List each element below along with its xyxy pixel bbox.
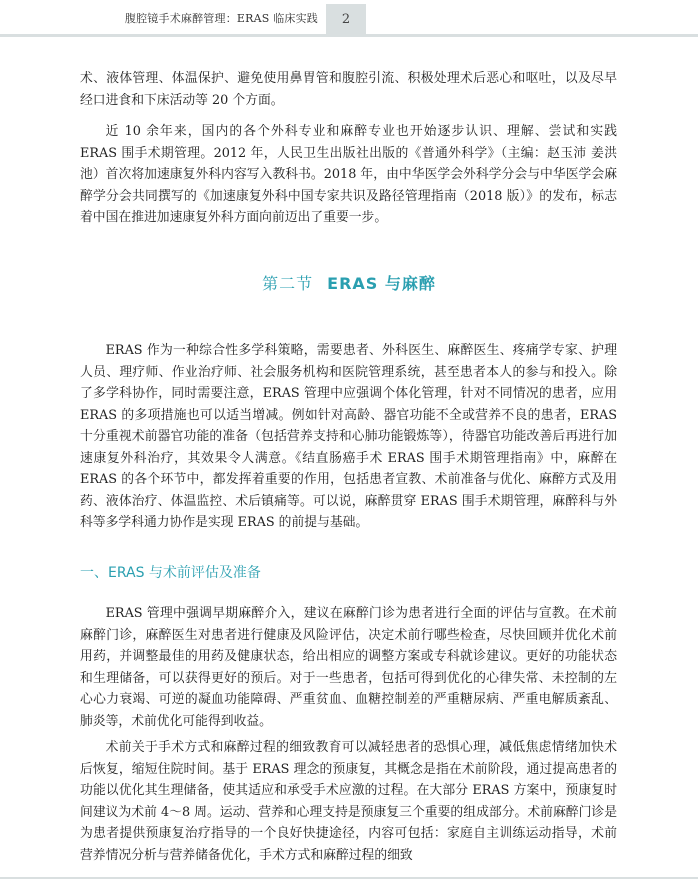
paragraph-4: ERAS 管理中强调早期麻醉介入，建议在麻醉门诊为患者进行全面的评估与宣教。在术前麻醉门诊，麻醉医生对患者进行健康及风险评估，决定术前行哪些检查，尽快回顾并优化术前用药，并调整最佳的用药及健康状态，给出相应的调整方案或专科就诊建议。更好的功能状态和生理储备，可以获得更好的预后。对于一些患者，包括可得到优化的心律失常、未控制的左心心力衰竭、可逆的凝血功能障碍、严重贫血、血糖控制差的严重糖尿病、严重电解质紊乱、肺炎等，术前优化可能得到收益。 (80, 606, 617, 729)
paragraph-1: 术、液体管理、体温保护、避免使用鼻胃管和腹腔引流、积极处理术后恶心和呕吐，以及尽早经口进食和下床活动等 20 个方面。 (80, 71, 617, 108)
section-heading (0, 271, 698, 294)
header-rule-right (366, 34, 698, 37)
page-number: 2 (341, 12, 351, 27)
paragraph-5: 术前关于手术方式和麻醉过程的细致教育可以减轻患者的恐惧心理，减低焦虑情绪加快术后恢复，缩短住院时间。基于 ERAS 理念的预康复，其概念是指在术前阶段，通过提高患者的功能以优化其生理储备，使其适应和承受手术应激的过程。在大部分 ERAS 方案中，预康复时间建议为术前 4～8 周。运动、营养和心理支持是预康复三个重要的组成部分。术前麻醉门诊是为患者提供预康复治疗指导的一个良好快捷途径，内容可包括：家庭自主训练运动指导，术前营养情况分析与营养储备优化，手术方式和麻醉过程的细致 (80, 740, 617, 863)
section-number: 第二节 (262, 274, 314, 293)
paragraph-3: ERAS 作为一种综合性多学科策略，需要患者、外科医生、麻醉医生、疼痛学专家、护理人员、理疗师、作业治疗师、社会服务机构和医院管理系统，甚至患者本人的参与和投入。除了多学科协作，同时需要注意，ERAS 管理中应强调个体化管理，针对不同情况的患者，应用 ERAS 的多项措施也可以适当增减。例如针对高龄、器官功能不全或营养不良的患者，ERAS 十分重视术前器官功能的准备（包括营养支持和心肺功能锻炼等），待器官功能改善后再进行加速康复外科治疗，其效果令人满意。《结直肠癌手术 ERAS 围手术期管理指南》中，麻醉在 ERAS 的各个环节中，都发挥着重要的作用，包括患者宣教、术前准备与优化、麻醉方式及用药、液体治疗、体温监控、术后镇痛等。可以说，麻醉贯穿 ERAS 围手术期管理，麻醉科与外科等多学科通力协作是实现 ERAS 的前提与基础。 (80, 343, 617, 530)
header-rule-left (0, 34, 326, 37)
section-name: ERAS 与麻醉 (327, 274, 436, 293)
subsection-heading: 一、ERAS 与术前评估及准备 (80, 565, 261, 581)
page-header (0, 0, 698, 38)
bottom-rule (0, 877, 698, 879)
running-head: 腹腔镜手术麻醉管理：ERAS 临床实践 (124, 12, 318, 25)
page-number-box (326, 4, 366, 37)
paragraph-2: 近 10 余年来，国内的各个外科专业和麻醉专业也开始逐步认识、理解、尝试和实践 ERAS 围手术期管理。2012 年，人民卫生出版社出版的《普通外科学》（主编：赵玉沛 姜洪池）首次将加速康复外科内容写入教科书。2018 年，由中华医学会外科学分会与中华医学会麻醉学分会共同撰写的《加速康复外科中国专家共识及路径管理指南（2018 版）》的发布，标志着中国在推进加速康复外科方面向前迈出了重要一步。 (80, 124, 617, 225)
